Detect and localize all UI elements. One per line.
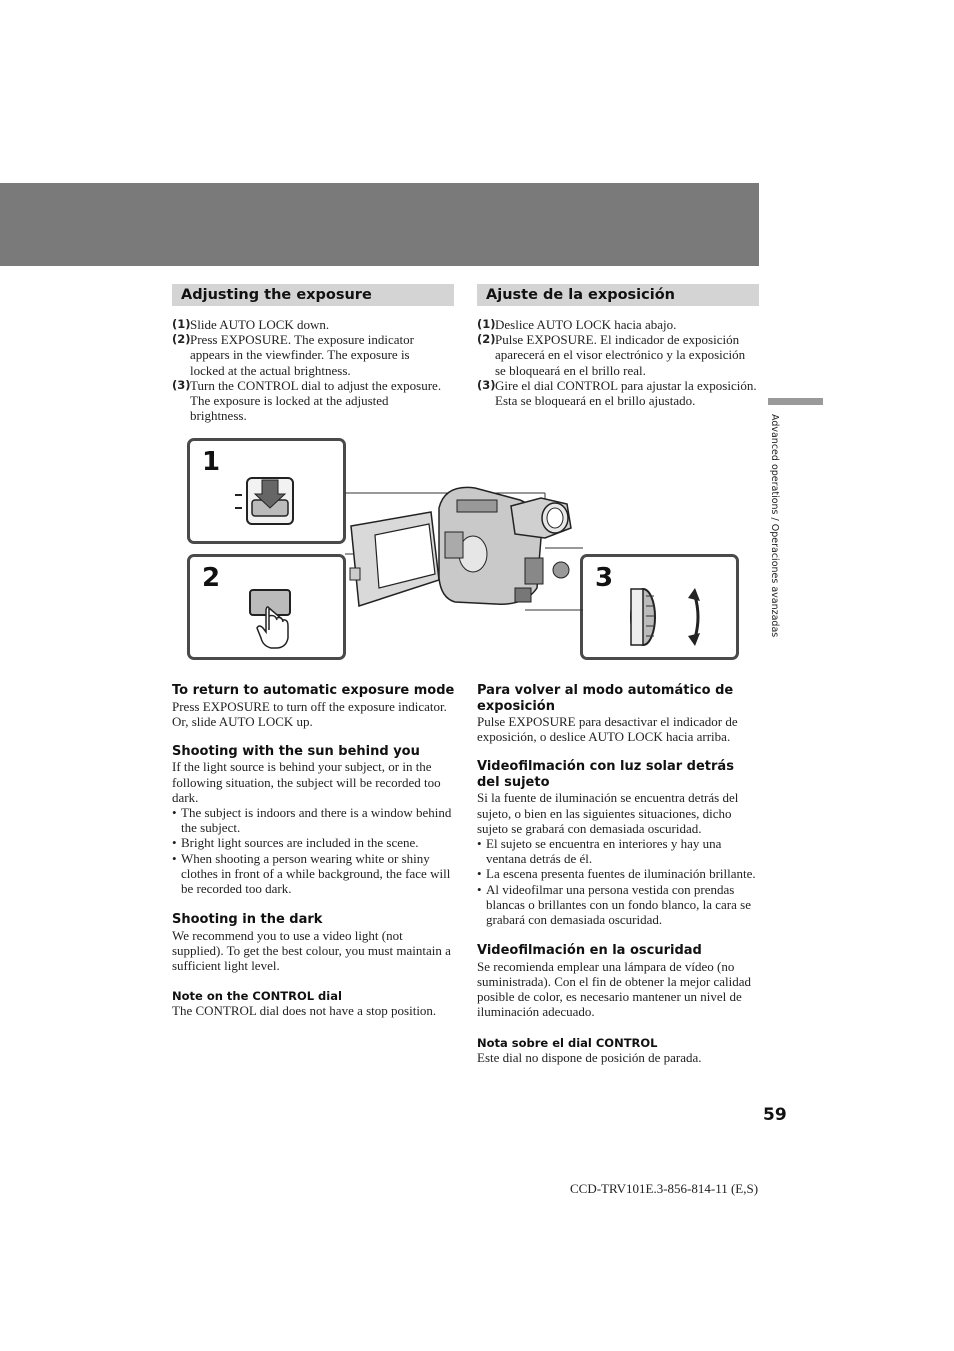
paragraph-sun-behind: Si la fuente de iluminación se encuentra detrás del sujeto, o bien en las siguientes situaciones, dicho sujeto se grabará con demasiada oscuridad. xyxy=(477,790,739,836)
footer-model-code: CCD-TRV101E.3-856-814-11 (E,S) xyxy=(570,1181,759,1196)
panel-1 xyxy=(187,438,346,544)
heading-sun-behind: Videofilmación con luz solar detrás del sujeto xyxy=(477,759,734,790)
bullet-item: • Al videofilmar una persona vestida con prendas blancas o brillantes con un fondo blanco, la cara se grabará con demasiada oscuridad. xyxy=(477,882,761,928)
step-number: (2) xyxy=(477,332,496,347)
paragraph-sun-behind: If the light source is behind your subject, or in the following situation, the subject will be recorded too dark. xyxy=(172,759,441,805)
heading-sun-behind: Shooting with the sun behind you xyxy=(172,743,420,759)
step-1-es xyxy=(477,317,757,332)
heading-return-auto: Para volver al modo automático de exposición xyxy=(477,683,734,714)
step-text: Pulse EXPOSURE. El indicador de exposición aparecerá en el visor electrónico y la exposición se bloqueará en el brillo real. xyxy=(495,332,746,378)
note-heading: Note on the CONTROL dial xyxy=(172,989,342,1004)
bullet-item: • The subject is indoors and there is a window behind the subject. xyxy=(172,805,456,835)
panel-number: 2 xyxy=(202,563,221,593)
step-1-en xyxy=(172,317,444,332)
exposure-button-icon xyxy=(187,554,346,660)
panel-number: 1 xyxy=(202,447,221,477)
panel-number: 3 xyxy=(595,563,614,593)
page-number: 59 xyxy=(763,1105,787,1125)
step-number: (1) xyxy=(477,317,496,331)
bullet-item: • La escena presenta fuentes de iluminación brillante. xyxy=(477,866,761,881)
paragraph-dark: We recommend you to use a video light (not supplied). To get the best colour, you must maintain a sufficient light level. xyxy=(172,927,451,974)
note-heading: Nota sobre el dial CONTROL xyxy=(477,1035,658,1050)
section-title-en: Adjusting the exposure xyxy=(172,284,454,306)
step-text: Gire el dial CONTROL para ajustar la exposición. Esta se bloqueará en el brillo ajustado. xyxy=(495,377,757,409)
heading-return-auto: To return to automatic exposure mode xyxy=(172,683,455,698)
body-en xyxy=(172,683,456,1019)
step-number: (2) xyxy=(172,332,191,347)
bullet-item: • When shooting a person wearing white or shiny clothes in front of a while background, the face will be recorded too dark. xyxy=(172,851,456,897)
section-title-es: Ajuste de la exposición xyxy=(477,284,759,306)
heading-dark: Shooting in the dark xyxy=(172,912,323,928)
auto-lock-switch-icon xyxy=(187,438,346,544)
step-number: (1) xyxy=(172,317,191,331)
step-number: (3) xyxy=(477,377,496,392)
control-dial-icon xyxy=(580,554,739,660)
step-3-en xyxy=(172,378,444,424)
steps-en xyxy=(172,317,444,423)
header-banner xyxy=(0,183,759,266)
side-tab-label: Advanced operations / Operaciones avanzadas xyxy=(769,414,780,638)
step-2-es xyxy=(477,332,757,378)
paragraph-return-auto: Press EXPOSURE to turn off the exposure indicator. Or, slide AUTO LOCK up. xyxy=(172,698,447,729)
panel-2 xyxy=(187,554,346,660)
bullet-item: • El sujeto se encuentra en interiores y hay una ventana detrás de él. xyxy=(477,836,761,866)
step-text: Slide AUTO LOCK down. xyxy=(190,317,330,332)
camcorder-illustration xyxy=(345,478,585,613)
note-text: The CONTROL dial does not have a stop position. xyxy=(172,1003,437,1019)
step-3-es xyxy=(477,378,757,408)
bullet-item: • Bright light sources are included in the scene. xyxy=(172,835,456,850)
heading-dark: Videofilmación en la oscuridad xyxy=(477,943,702,959)
note-text: Este dial no dispone de posición de parada. xyxy=(477,1049,702,1065)
paragraph-return-auto: Pulse EXPOSURE para desactivar el indicador de exposición, o deslice AUTO LOCK hacia arriba. xyxy=(477,714,738,745)
paragraph-dark: Se recomienda emplear una lámpara de vídeo (no suministrada). Con el fin de obtener la mejor calidad posible de color, es necesario mantener un nivel de iluminación adecuado. xyxy=(477,958,751,1020)
panel-3 xyxy=(580,554,739,660)
side-tab-bar xyxy=(768,398,823,405)
steps-es xyxy=(477,317,757,408)
step-number: (3) xyxy=(172,377,191,392)
step-text: Deslice AUTO LOCK hacia abajo. xyxy=(495,317,677,332)
step-text: Turn the CONTROL dial to adjust the exposure. The exposure is locked at the adjusted brightness. xyxy=(190,377,442,424)
step-2-en xyxy=(172,332,444,378)
body-es xyxy=(477,683,761,1065)
step-text: Press EXPOSURE. The exposure indicator appears in the viewfinder. The exposure is locked at the actual brightness. xyxy=(190,332,414,378)
